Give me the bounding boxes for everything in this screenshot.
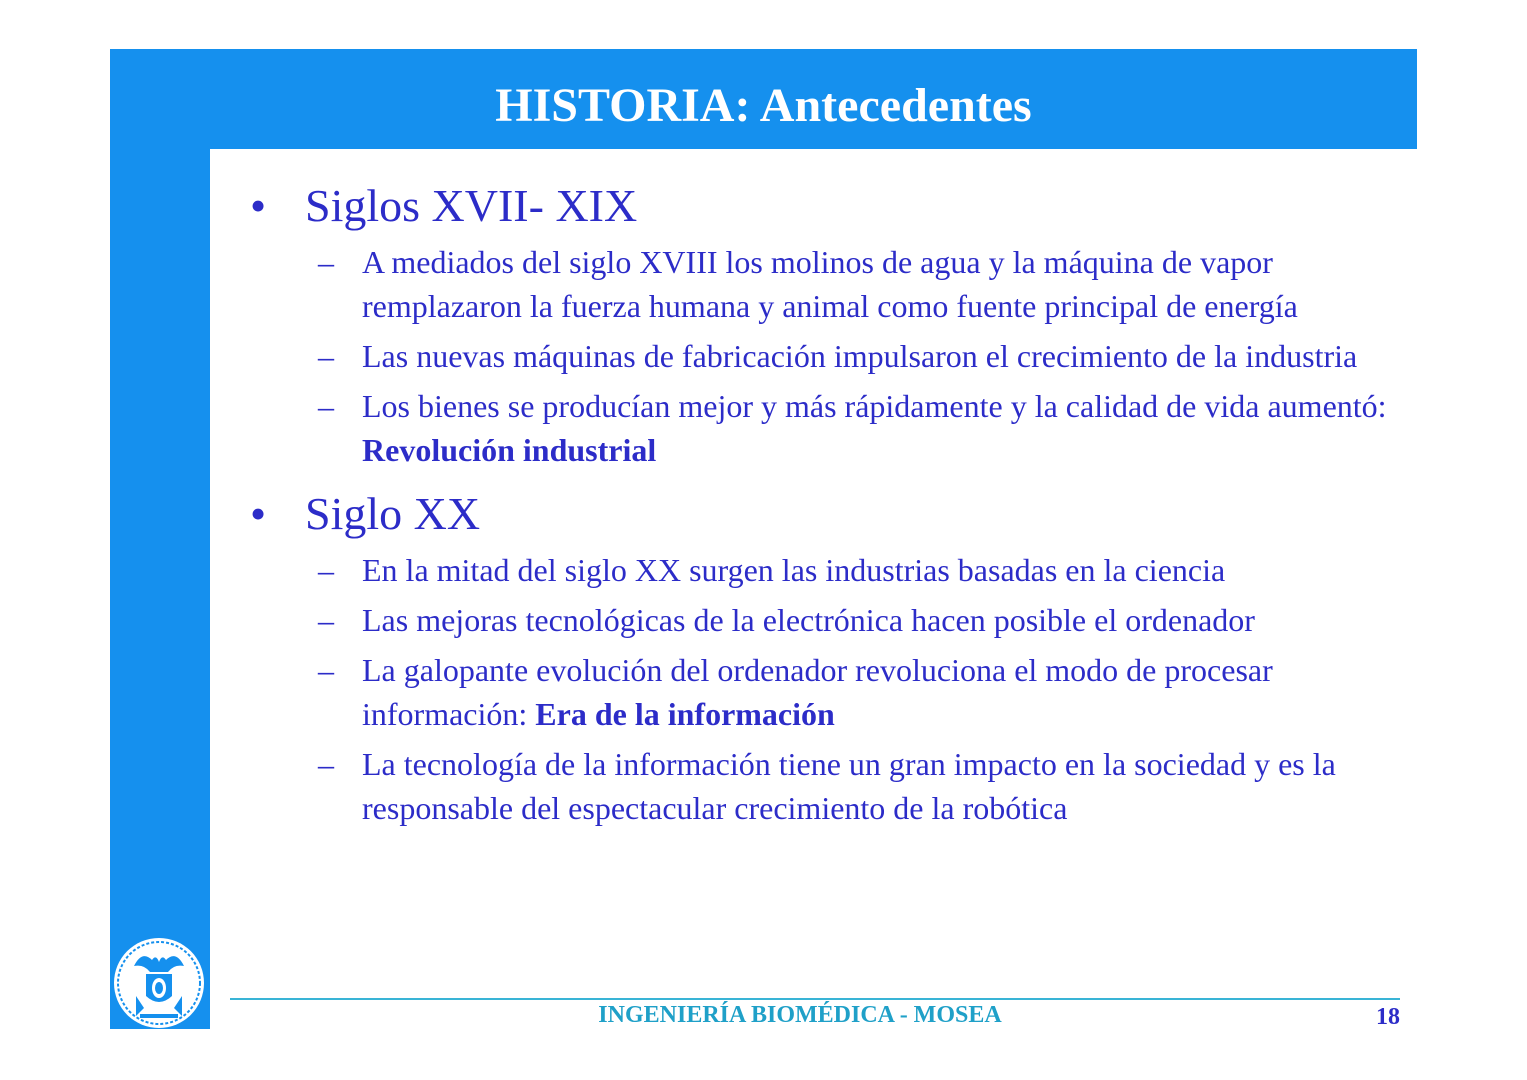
list-item: – La tecnología de la información tiene un gran impacto en la sociedad y es la responsable del espectacular crecimiento de la robótica xyxy=(250,742,1410,830)
dash-icon: – xyxy=(318,338,334,374)
dash-icon: – xyxy=(318,552,334,588)
dash-icon: – xyxy=(318,746,334,782)
list-item: – Las mejoras tecnológicas de la electrónica hacen posible el ordenador xyxy=(250,598,1410,642)
section-heading-1: • Siglos XVII- XIX xyxy=(250,178,1410,234)
page-number: 18 xyxy=(1376,1004,1400,1030)
slide-frame-left xyxy=(110,49,210,1029)
footer-title: INGENIERÍA BIOMÉDICA - MOSEA xyxy=(598,1002,1002,1028)
list-item: – En la mitad del siglo XX surgen las industrias basadas en la ciencia xyxy=(250,548,1410,592)
university-crest-icon xyxy=(112,936,206,1030)
list-item: – La galopante evolución del ordenador revoluciona el modo de procesar información: Era de la información xyxy=(250,648,1410,736)
bullet-icon: • xyxy=(250,180,267,231)
dash-icon: – xyxy=(318,652,334,688)
list-item: – Las nuevas máquinas de fabricación impulsaron el crecimiento de la industria xyxy=(250,334,1410,378)
slide-title: HISTORIA: Antecedentes xyxy=(495,79,1032,132)
list-item: – Los bienes se producían mejor y más rápidamente y la calidad de vida aumentó: Revolución industrial xyxy=(250,384,1410,472)
dash-icon: – xyxy=(318,602,334,638)
bullet-icon: • xyxy=(250,488,267,539)
dash-icon: – xyxy=(318,244,334,280)
highlight-era-informacion: Era de la información xyxy=(535,696,835,732)
section-heading-2: • Siglo XX xyxy=(250,486,1410,542)
highlight-revolucion-industrial: Revolución industrial xyxy=(362,432,657,468)
slide-body xyxy=(250,178,1410,830)
list-item: – A mediados del siglo XVIII los molinos de agua y la máquina de vapor remplazaron la fuerza humana y animal como fuente principal de energía xyxy=(250,240,1410,328)
dash-icon: – xyxy=(318,388,334,424)
